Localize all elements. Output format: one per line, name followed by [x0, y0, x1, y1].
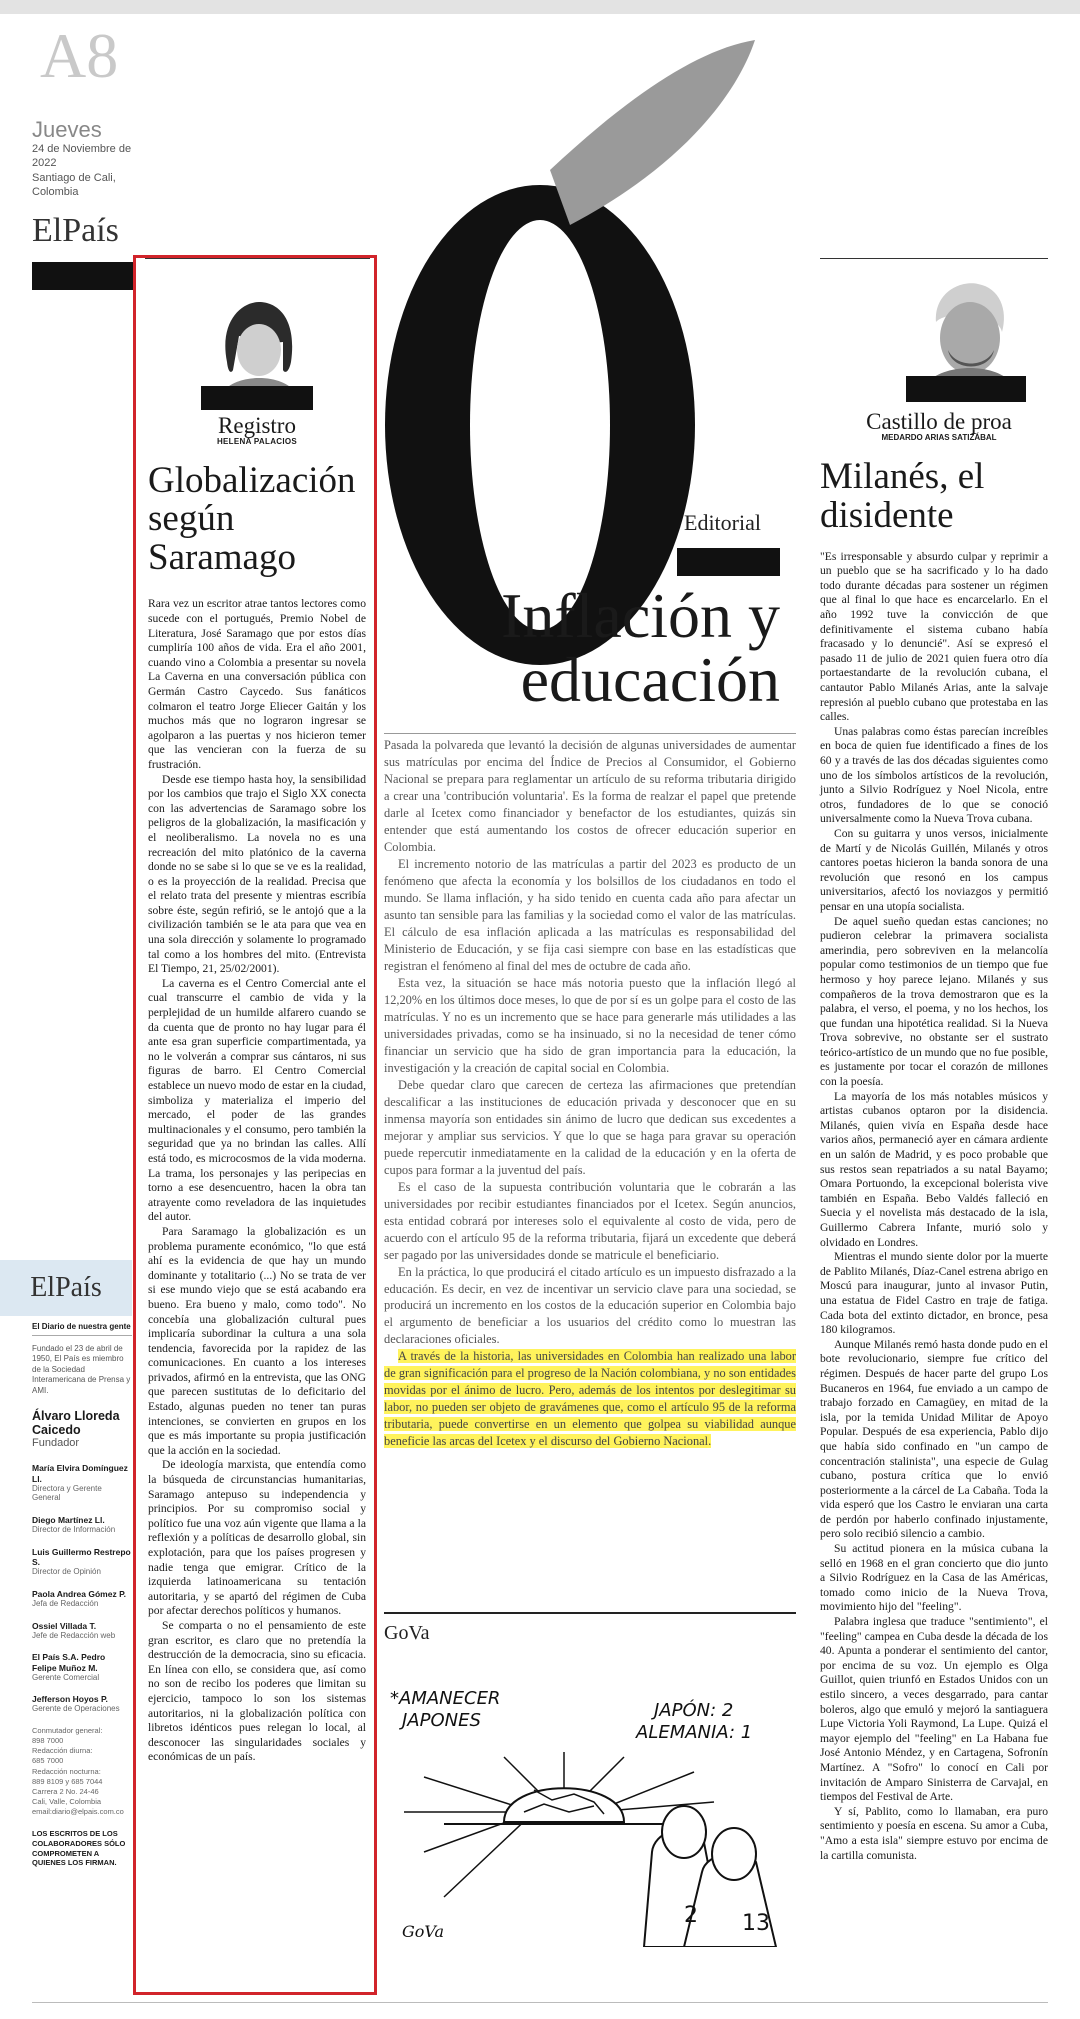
bottom-rule: [32, 2002, 1048, 2003]
paragraph: Unas palabras como éstas parecían increíbles en boca de quien fue identificado a fines de los 60 y a través de las dos décadas siguientes como uno de los símbolos artísticos de la revolución, junto a Silvio Rodríguez y Noel Nicola, entre otros, fundadores de lo que se conoció universalmente como la Nueva Trova cubana.: [820, 724, 1048, 826]
editorial-rule: [384, 733, 796, 734]
masthead: [0, 1260, 132, 1868]
staff-name: Jefferson Hoyos P.: [32, 1694, 108, 1705]
paragraph: En la práctica, lo que producirá el citado artículo es un impuesto disfrazado a la educación. Es decir, en vez de incentivar un servicio clave para una sociedad, se producirá un incremento en los costos de la educación superior en Colombia bajo el argumento de beneficiar a los usuarios del crédito como lo muestran las declaraciones oficiales.: [384, 1264, 796, 1347]
date-city: Santiago de Cali,: [32, 171, 116, 184]
highlight: A través de la historia, las universidades en Colombia han realizado una labor de gran significación para el progreso de la Nación colombiana, y no son entidades movidas por el ánimo de lucro. Pero, además de los intentos por deslegitimar su labor, no pueden ser objeto de gravámenes que, como el artículo 95 de la reforma tributaria, puede convertirse en un elemento que golpea su viabilidad aunque beneficie las arcas del Icetex y el discurso del Gobierno Nacional.: [384, 1349, 796, 1449]
staff-name: Paola Andrea Gómez P.: [32, 1588, 127, 1599]
contact-line: Redacción diurna:: [32, 1746, 93, 1756]
contact-line: 898 7000: [32, 1736, 64, 1746]
paragraph: De aquel sueño quedan estas canciones; no pudieron celebrar la primavera socialista amerindia, pero sobreviven en la melancolía popular como testimonios de un tiempo que fue hermoso y hoy parece lejano. Milanés y sus compañeros de la trova demostraron que es la palabra, el verso, el poema, y no los hechos, los que fundan una hipotética realidad. Si la Nueva Trova sobrevive, no obstante ser el sustrato teórico-artístico de un mundo que no fue posible, es justamente por tocar el corazón de millones con la poesía.: [820, 914, 1048, 1089]
column-headline: Milanés, el disidente: [820, 456, 985, 536]
logo-el: El: [32, 212, 63, 249]
contact-line: Conmutador general:: [32, 1726, 103, 1736]
contact-line: Carrera 2 No. 24-46: [32, 1786, 99, 1796]
date-text: 24 de Noviembre de 2022: [32, 143, 132, 170]
staff-entry: [32, 1694, 132, 1714]
masthead-logo-el: El: [30, 1272, 56, 1303]
column-headline: Globalización según Saramago: [148, 460, 356, 578]
paragraph: El incremento notorio de las matrículas a partir del 2023 es producto de un fenómeno que afecta la economía y los bolsillos de los ciudadanos en todo el mundo. Se llama inflación, y ha sido tenido en cuenta cada año para afectar un asunto tan sensible para las familias y la sociedad como el valor de las matrículas. El cálculo de esa inflación aplicada a las matrículas es responsabilidad del Ministerio de Educación, y se fija casi siempre con base en las estadísticas que registran el fenómeno al final del mes de octubre de cada año.: [384, 856, 796, 973]
column-castillo: [820, 270, 1048, 1863]
staff-role: Gerente Comercial: [32, 1672, 100, 1682]
black-bar: [32, 262, 134, 290]
column-body: [820, 550, 1048, 1863]
paragraph: Esta vez, la situación se hace más notoria puesto que la inflación llegó al 12,20% en los últimos doce meses, lo que de por sí es un golpe para el costo de las matrículas. Y no es un incremento que se hace para generarle más utilidades a las universidades privadas, como se ha insinuado, si no la necesidad de tener cómo financiar un servicio que ha sido de gran importancia para la educación, la investigación y la creación de capital social en Colombia.: [384, 975, 796, 1075]
staff-name: Diego Martínez Ll.: [32, 1515, 105, 1526]
column-section-name: Registro: [218, 413, 296, 438]
column-registro: [148, 270, 366, 1765]
staff-name: Luis Guillermo Restrepo S.: [32, 1546, 131, 1567]
paragraph: La caverna es el Centro Comercial ante el cual transcurre el cambio de vida y la perplejidad de un humilde alfarero cuando se da cuenta que de pronto no hay lugar para él ante esa gran superficie compartimentada, ya no le volverán a comprar sus cántaros, ni sus figuras de barro. El Centro Comercial establece un nuevo modo de estar en la ciudad, simboliza y materializa el imperio del mercado, el poder de las grandes multinacionales y el consumo, pero también la seguridad que ya no brindan las calles. Allí está todo, es microcosmos de la vida moderna. La trama, los personajes y las peripecias en torno a ese desencuentro, hacen la obra tan atrayente como reveladora de las inquietudes del autor.: [148, 976, 366, 1224]
masthead-disclaimer: LOS ESCRITOS DE LOS COLABORADORES SÓLO COMPROMETEN A QUIENES LOS FIRMAN.: [32, 1829, 126, 1868]
paragraph: Palabra inglesa que traduce "sentimiento", el "feeling" campea en Cuba desde la década de los 40. Apunta a ponderar el sentimiento del cantor, por encima de su voz. Un ejemplo es Olga Guillot, quien triunfó en Estados Unidos con un estilo sincero, a veces desgarrado, para cantar boleros, algo que emuló y mejoró la santiaguera Lupe Victoria Yoli Raymond, La Lupe. Quizá el mayor ejemplo del "feeling" en La Habana fue José Antonio Méndez, y en Cartagena, Sofronín Martínez. A "Sofro" lo conocí en Cali por invitación de Amparo Sinisterra de Carvajal, en tiempos del Festival de Arte.: [820, 1615, 1048, 1804]
column-body: [148, 597, 366, 1765]
author-portrait: [201, 292, 313, 410]
staff-entry: [32, 1589, 132, 1609]
masthead-founder-role: Fundador: [32, 1437, 80, 1450]
staff-role: Director de Opinión: [32, 1567, 101, 1577]
masthead-founded: Fundado el 23 de abril de 1950, El País es miembro de la Sociedad Interamericana de Prensa y AMI.: [32, 1344, 131, 1395]
cartoon-caption-1: *AMANECER: [390, 1688, 501, 1709]
staff-name: El País S.A. Pedro Felipe Muñoz M.: [32, 1652, 106, 1673]
date-day: Jueves: [32, 117, 102, 142]
masthead-content: [0, 1316, 132, 1868]
masthead-founder: Álvaro Lloreda Caicedo: [32, 1408, 120, 1437]
editorial-body: [384, 737, 796, 1450]
editorial-headline-line1: Inflación y: [501, 580, 780, 651]
page-number: A8: [40, 20, 119, 91]
paragraph: Su actitud pionera en la música cubana la selló en 1968 en el gran concierto que dio junto a Silvio Rodríguez en la Casa de las Américas, tomado como inicio de la Nueva Trova, movimiento hijo del "feeling".: [820, 1542, 1048, 1614]
staff-role: Jefa de Redacción: [32, 1598, 99, 1608]
column-author: MEDARDO ARIAS SATIZÁBAL: [881, 433, 997, 442]
contact-email[interactable]: email:diario@elpais.com.co: [32, 1807, 124, 1817]
top-bar: [0, 0, 1080, 14]
masthead-logo-pais: País: [55, 1272, 102, 1303]
editorial-headline-line2: educación: [520, 644, 780, 715]
highlighted-paragraph: [384, 1348, 796, 1450]
contact-line: Cali, Valle, Colombia: [32, 1796, 102, 1806]
staff-role: Directora y Gerente General: [32, 1483, 102, 1503]
paragraph: Rara vez un escritor atrae tantos lectores como sucede con el portugués, Premio Nobel de Literatura, José Saramago que por estos días cumpliría 100 años de vida. Era el año 2001, cuando vino a Colombia a presentar su novela La Caverna en una conversación pública con Germán Castro Caycedo. Sus fanáticos colmaron el teatro Jorge Eliecer Gaitán y los muchos más que no lograron ingresar se agolparon a las puertas y nos hicieron temer que las vencieran con la fuerza de su frustración.: [148, 597, 366, 771]
logo-pais: País: [62, 212, 119, 249]
cartoon-illustration: [384, 1682, 796, 1947]
date-country: Colombia: [32, 186, 79, 199]
rule-right: [820, 258, 1048, 259]
newspaper-logo: [32, 212, 119, 250]
column-section-name: Castillo de proa: [866, 409, 1012, 434]
paragraph: De ideología marxista, que entendía como la búsqueda de circunstancias humanitarias, Saramago antepuso su independencia y principios. Por su compromiso social y político fue una voz aún vigente que llama a la reflexión y a políticas de desarrollo global, sin explotación, para que los países progresen y nadie tenga que emigrar. Crítico de la izquierda latinoamericana su tentación autoritaria, y se apartó del régimen de Cuba por afectar derechos políticos y humanos.: [148, 1458, 366, 1618]
staff-entry: [32, 1547, 132, 1577]
contact-line: Redacción nocturna:: [32, 1766, 101, 1776]
staff-entry: [32, 1621, 132, 1641]
contact-line: 685 7000: [32, 1756, 64, 1766]
cartoon-score-2: ALEMANIA: 1: [636, 1722, 753, 1743]
staff-name: Ossiel Villada T.: [32, 1620, 97, 1631]
paragraph: Para Saramago la globalización es un problema puramente económico, "lo que está ahí es la evidencia de que hay un mundo dominante y totalitario (...) No se trata de ver si ese mundo viejo que se está acabando era bueno. Era bueno y malo, como todo". No concebía una globalización cultural pues implicaría subordinar la cultura a una sola tendencia, favorecida por la rapidez de las comunicaciones. En cuanto a los intereses privados, afirmó en la entrevista, que las ONG que parecen sustitutas de lo deficitario del Estado, algunas pueden no tener tan puras intenciones, se convierten en grupos en los que es más importante su propia justificación que la acción en la sociedad.: [148, 1224, 366, 1457]
cartoon-score-1: JAPÓN: 2: [654, 1700, 734, 1721]
column-author: HELENA PALACIOS: [216, 437, 298, 446]
svg-text:13: 13: [742, 1911, 770, 1936]
paragraph: Con su guitarra y unos versos, inicialmente de Martí y de Nicolás Guillén, Milanés y otros cantores poetas hicieron la banda sonora de una revolución que resonó en los campus universitarios, afectó los noviazgos y permitió pensar en una utopía socialista.: [820, 826, 1048, 913]
paragraph: "Es irresponsable y absurdo culpar y reprimir a un pueblo que se ha sacrificado y lo ha dado todo durante décadas para sostener un régimen que al final lo que hace es encarcelarlo. En el año 1992 tuve la convicción de que definitivamente el sistema cubano había fracasado y lo denuncié". Así se expresó el pasado 11 de julio de 2021 quien fuera otro día portaestandarte de la revolución cubana, el cantautor Pablo Milanés Arias, ante la salvaje represión al pueblo cubano que protestaba en las calles.: [820, 549, 1048, 724]
staff-role: Director de Información: [32, 1525, 116, 1535]
paragraph: Es el caso de la supuesta contribución voluntaria que le cobrarán a las universidades por recibir estudiantes financiados por el Icetex. Según anuncios, esta entidad cobrará por intereses solo el equivalente al costo de vida, pero de acuerdo con el artículo 95 de la reforma tributaria, fijará un excedente que deberá ser pagado por las universidades donde se matricule el beneficiario.: [384, 1179, 796, 1262]
masthead-contact: [32, 1726, 132, 1817]
editorial-headline: [380, 580, 780, 715]
cartoon-label: GoVa: [384, 1622, 430, 1644]
staff-role: Jefe de Redacción web: [32, 1630, 116, 1640]
author-portrait: [906, 272, 1026, 402]
paragraph: Y sí, Pablito, como lo llamaban, era puro sentimiento y poesía en escena. Su amor a Cuba, "Amo a esta isla" siempre estuvo por encima de la cartilla comunista.: [820, 1804, 1048, 1862]
paragraph: Pasada la polvareda que levantó la decisión de algunas universidades de aumentar sus matrículas por encima del Índice de Precios al Consumidor, el Gobierno Nacional se prepara para reglamentar un artículo de su reforma tributaria dirigido a crear una 'contribución voluntaria'. Es la forma de realzar el papel que pretende darle al Icetex como financiador y benefactor de los estudiantes, quizás sin entender que está aumentando los costos de ofrecer educación superior en Colombia.: [384, 738, 796, 854]
masthead-logo: [0, 1260, 132, 1316]
staff-role: Gerente de Operaciones: [32, 1704, 120, 1714]
paragraph: Se comparta o no el pensamiento de este gran escritor, es claro que no pretendía la destrucción de la democracia, sino su eficacia. En línea con ello, se considera que, así como no son de recibo los poderes que limitan su ejercicio, tampoco lo son los sistemas autoritarios, ni la globalización política con libretos idénticos pues relegan lo local, al desconocer las singularidades sociales y económicas de un país.: [148, 1618, 366, 1764]
staff-entry: [32, 1515, 132, 1535]
cartoon-signature: GoVa: [402, 1922, 445, 1941]
date-block: [32, 118, 142, 199]
paragraph: Debe quedar claro que carecen de certeza las afirmaciones que pretendían descalificar a las instituciones de educación privada y desconocer que en su inmensa mayoría son entidades sin ánimo de lucro que dedican sus excedentes a mejorar y ampliar sus servicios. Y que lo que se haga para gravar su operación puede repercutir inmediatamente en la calidad de la educación y en la oferta de cupos para formar a la juventud del país.: [384, 1077, 796, 1177]
svg-text:2: 2: [684, 1903, 698, 1928]
paragraph: Aunque Milanés remó hasta donde pudo en el bote revolucionario, siempre fue crítico del régimen. Después de hacer parte del grupo Los Bucaneros en 1964, fue enviado a un campo de trabajo forzado en Camagüey, en mitad de la isla, por la temida Unidad Militar de Apoyo Popular. Después de esa experiencia, Pablo dijo que había sido confinado en "un campo de concentración stalinista", una especie de Gulag cubano, postura crítica que lo envió posteriormente a la cárcel de La Cabaña. Toda la vida esperó que los Castro le enviaran una carta de perdón por haberlo confinado injustamente, pero solo recibió silencio a cambio.: [820, 1337, 1048, 1541]
staff-name: María Elvira Domínguez Ll.: [32, 1463, 128, 1484]
staff-entry: [32, 1463, 132, 1503]
editorial-bar: [677, 548, 780, 576]
paragraph: Desde ese tiempo hasta hoy, la sensibilidad por los cambios que trajo el Siglo XX conecta con las advertencias de Saramago sobre los peligros de la globalización, la masificación y el neoliberalismo. La novela no es una recreación del mito platónico de la caverna donde no se sabe si lo que se ve es la realidad, o es la proyección de la realidad. Precisa que el relato trata del presente y mientras escribía sobre éste, según refirió, se le antojó que a la civilización también se le ata para que vea en una sola dirección y solamente lo programado tal como a los hombres del mito. (Entrevista El Tiempo, 21, 25/02/2001).: [148, 772, 366, 976]
cartoon-rule: [384, 1612, 796, 1614]
contact-line: 889 8109 y 685 7044: [32, 1776, 103, 1786]
masthead-tagline: El Diario de nuestra gente: [32, 1322, 132, 1336]
paragraph: La mayoría de los más notables músicos y artistas cubanos optaron por la disidencia. Milanés, quien vivía en España desde hace varios años, permaneció ayer en cámara ardiente en un salón de Madrid, y es poco probable que sus restos sean repatriados a su natal Bayamo; Omara Portuondo, la excepcional bolerista vive también en España. Bebo Valdés falleció en Suecia y el novelista más destacado de la isla, Guillermo Cabrera Infante, murió solo y olvidado en Londres.: [820, 1089, 1048, 1249]
editorial-label: Editorial: [684, 510, 761, 535]
paragraph: Mientras el mundo siente dolor por la muerte de Pablito Milanés, Díaz-Canel estrena abrigo en Moscú para inaugurar, junto al invasor Putin, una estatua de Fidel Castro en traje de fatiga. Cada bota del extinto dictador, en bronce, pesa 180 kilogramos.: [820, 1250, 1048, 1337]
staff-entry: [32, 1652, 132, 1682]
cartoon-caption-2: JAPONES: [402, 1710, 481, 1731]
